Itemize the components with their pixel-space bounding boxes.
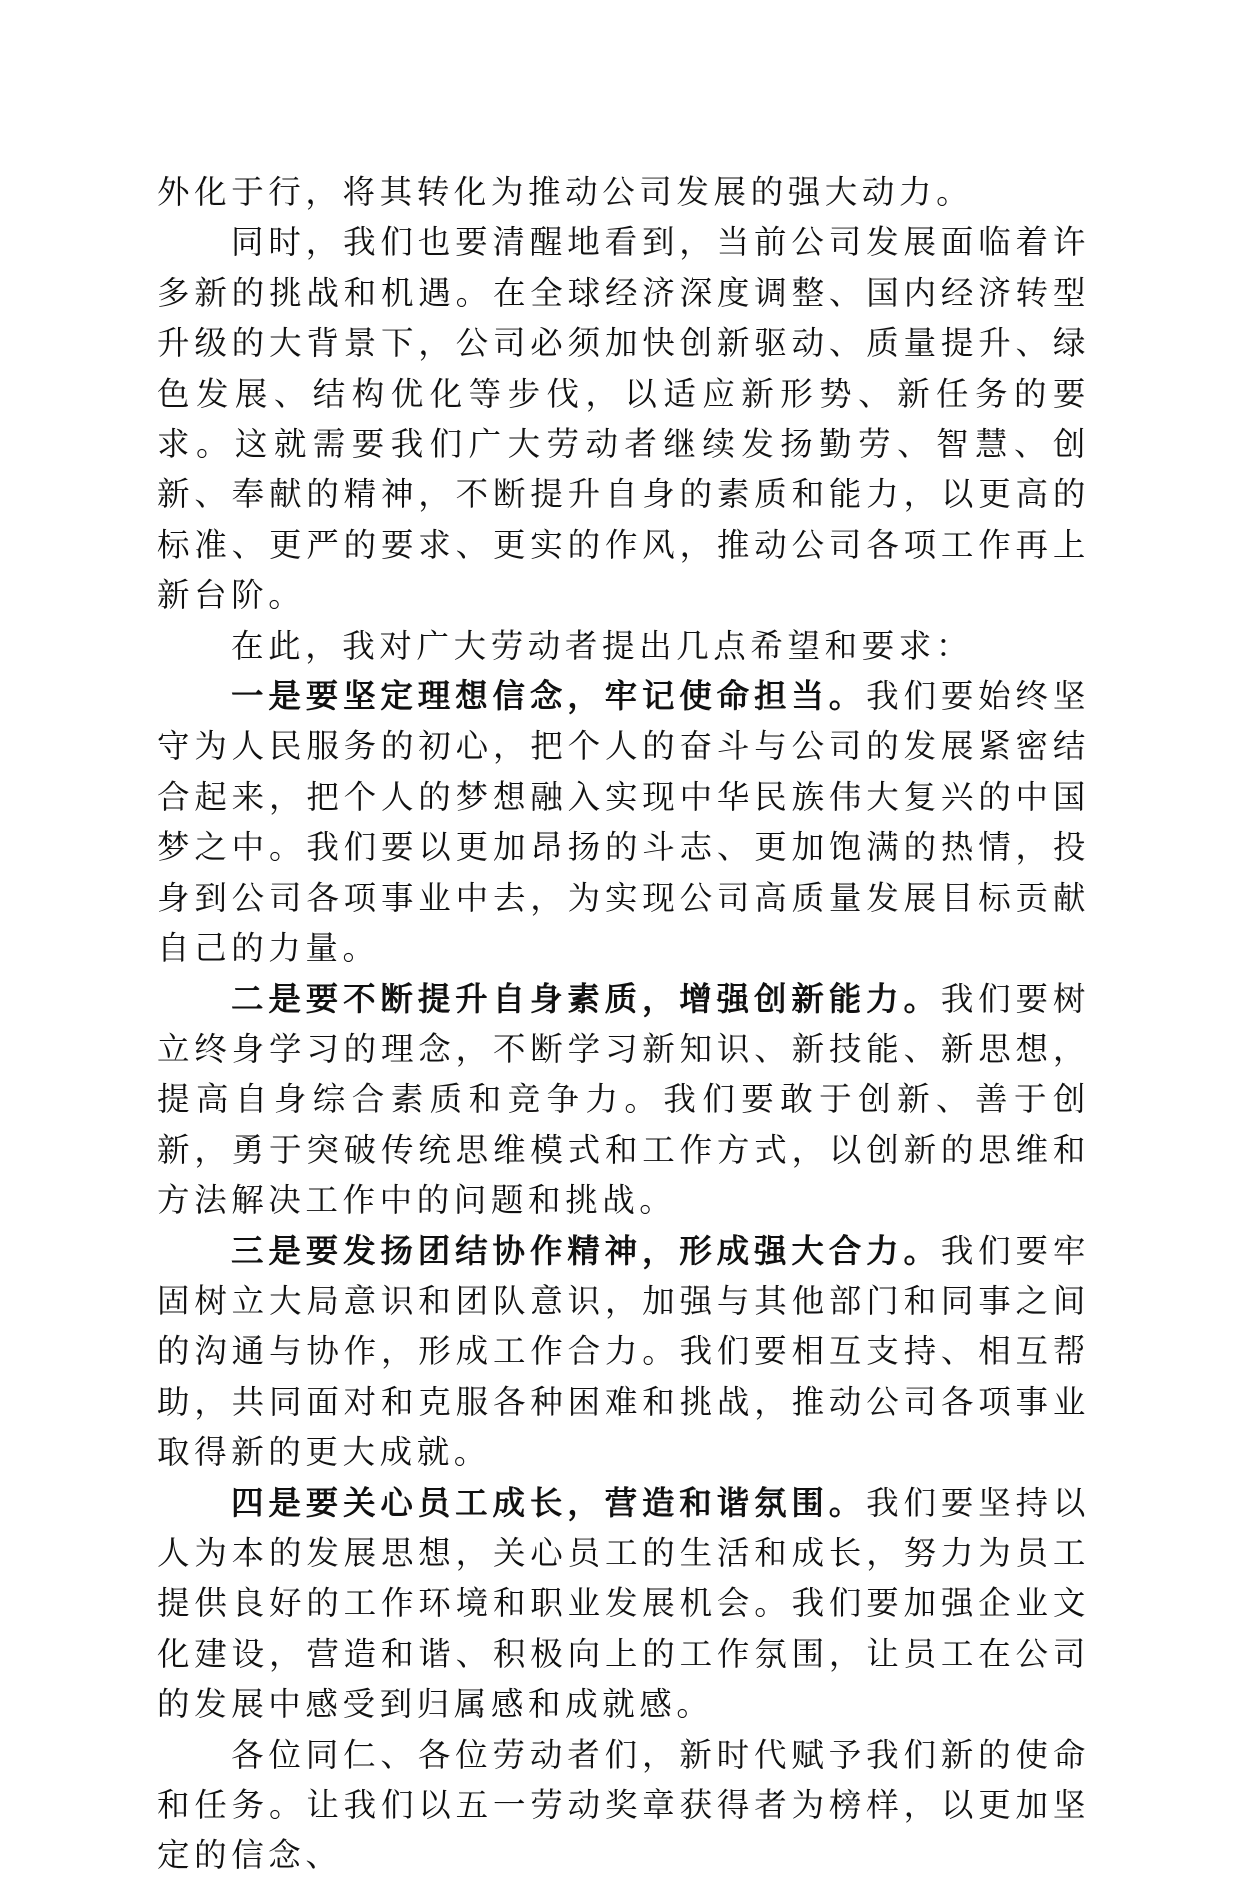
paragraph-5 xyxy=(157,974,1090,1226)
paragraph-2 xyxy=(157,217,1090,620)
paragraph-text: 我们要牢固树立大局意识和团队意识，加强与其他部门和同事之间的沟通与协作，形成工作合力。我们要相互支持、相互帮助，共同面对和克服各种困难和挑战，推动公司各项事业取得新的更大成就。 xyxy=(157,1231,1090,1472)
paragraph-lead-heading: 二是要不断提升自身素质，增强创新能力。 xyxy=(231,979,941,1018)
paragraph-8 xyxy=(157,1730,1090,1881)
paragraph-4 xyxy=(157,671,1090,973)
paragraph-text: 在此，我对广大劳动者提出几点希望和要求： xyxy=(231,626,974,665)
paragraph-text: 同时，我们也要清醒地看到，当前公司发展面临着许多新的挑战和机遇。在全球经济深度调整、国内经济转型升级的大背景下，公司必须加快创新驱动、质量提升、绿色发展、结构优化等步伐，以适应新形势、新任务的要求。这就需要我们广大劳动者继续发扬勤劳、智慧、创新、奉献的精神，不断提升自身的素质和能力，以更高的标准、更严的要求、更实的作风，推动公司各项工作再上新台阶。 xyxy=(157,223,1090,615)
paragraph-text: 我们要树立终身学习的理念，不断学习新知识、新技能、新思想，提高自身综合素质和竞争力。我们要敢于创新、善于创新，勇于突破传统思维模式和工作方式，以创新的思维和方法解决工作中的问题和挑战。 xyxy=(157,979,1090,1220)
paragraph-3 xyxy=(157,621,1090,671)
paragraph-text: 我们要坚持以人为本的发展思想，关心员工的生活和成长，努力为员工提供良好的工作环境和职业发展机会。我们要加强企业文化建设，营造和谐、积极向上的工作氛围，让员工在公司的发展中感受到归属感和成就感。 xyxy=(157,1483,1091,1724)
paragraph-lead-heading: 四是要关心员工成长，营造和谐氛围。 xyxy=(231,1483,867,1522)
paragraph-text: 各位同仁、各位劳动者们，新时代赋予我们新的使命和任务。让我们以五一劳动奖章获得者为榜样，以更加坚定的信念、 xyxy=(157,1735,1090,1875)
paragraph-text: 外化于行，将其转化为推动公司发展的强大动力。 xyxy=(157,173,974,211)
paragraph-text: 我们要始终坚守为人民服务的初心，把个人的奋斗与公司的发展紧密结合起来，把个人的梦想融入实现中华民族伟大复兴的中国梦之中。我们要以更加昂扬的斗志、更加饱满的热情，投身到公司各项事业中去，为实现公司高质量发展目标贡献自己的力量。 xyxy=(157,677,1091,968)
paragraph-lead-heading: 一是要坚定理想信念，牢记使命担当。 xyxy=(231,677,867,716)
paragraph-lead-heading: 三是要发扬团结协作精神，形成强大合力。 xyxy=(231,1231,941,1270)
document-page xyxy=(157,167,1090,1881)
paragraph-6 xyxy=(157,1226,1090,1478)
paragraph-7 xyxy=(157,1478,1090,1730)
paragraph-1 xyxy=(157,167,1090,217)
